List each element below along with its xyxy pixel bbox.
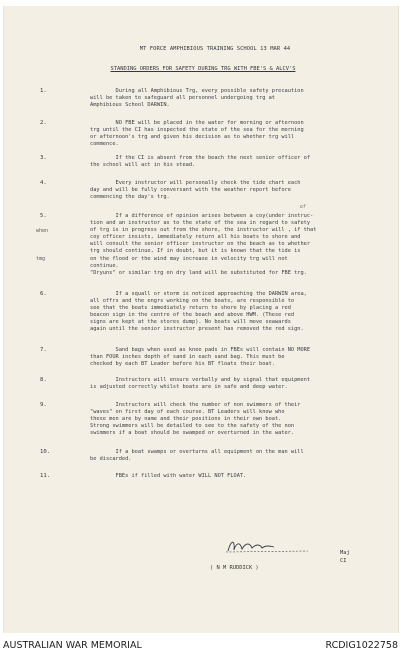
paragraph-number: 3.: [40, 155, 47, 161]
paragraph-number: 2.: [40, 120, 47, 126]
archive-name: AUSTRALIAN WAR MEMORIAL: [3, 640, 142, 651]
paragraph-number: 1.: [40, 88, 47, 94]
paragraph-text: NO FBE will be placed in the water for morning or afternoon trg until the CI has inspected the state of the sea for the morning or afternoon's trg and given his decision as to whether trg will commence.: [90, 120, 304, 148]
paragraph-text: Instructors will check the number of non swimmers of their "waves" on first day of each course. BT Leaders will know who these men are by name and their positions in their own boat. Strong swimmers will be detailed to see to the safety of the non swimmers if a boat should be swamped or overturned in the water.: [90, 402, 301, 437]
margin-note: tmg: [36, 256, 46, 262]
paragraph-number: 5.: [40, 213, 47, 219]
paragraph-text: Instructors will ensure verbally and by signal that equipment is adjusted correctly whilst boats are in safe and deep water.: [90, 377, 311, 391]
paragraph-text: Sand bags when used as knee pads in FBEs will contain NO MORE than FOUR inches depth of sand in each sand bag. This must be checked by each BT Leader before his BT floats their boat.: [90, 347, 311, 368]
paragraph-number: 9.: [40, 402, 47, 408]
signatory-name: ( N M RUDDICK ): [210, 565, 259, 571]
paragraph-text: FBEs if filled with water WILL NOT FLOAT.: [90, 473, 247, 479]
paragraph-number: 11.: [40, 473, 51, 479]
paragraph-number: 8.: [40, 377, 47, 383]
document-header: MT FORCE AMPHIBIOUS TRAINING SCHOOL 13 MAR 44: [139, 46, 291, 52]
paragraph-text: During all Amphibious Trg, every possible safety precaution will be taken to safeguard all personnel undergoing trg at Amphibious School DARWIN.: [90, 88, 304, 109]
paragraph-text: Every instructor will personally check the tide chart each day and will be fully conversant with the weather report before commencing the day's trg.: [90, 180, 301, 201]
archive-footer: [0, 633, 402, 654]
paragraph-text: If a difference of opinion arises between a coy(under instruc- tion and an instructor as to the state of the sea in regard to safety of trg is in progress out from the shore, the instructor will , if that coy officer insists, immediately return all his boats to shore and will consult the senior officer instructor on the beach as to whether trg should continue, If in doubt, but it is known that the tide is on the flood or the wind may increase in velocity trg will not continue. "Dryuns" or similar trg on dry land will be substituted for FBE trg.: [90, 213, 317, 276]
handwritten-insertion: of: [300, 205, 306, 210]
paragraph-text: If a boat swamps or overturns all equipment on the man will be discarded.: [90, 449, 304, 463]
document-subtitle: STANDING ORDERS FOR SAFETY DURING TRG WITH FBE'S & ALCV'S: [110, 66, 296, 72]
paragraph-number: 6.: [40, 291, 47, 297]
paragraph-text: If a squall or storm is noticed approaching the DARWIN area, all offrs and the engrs working on the boats, are responsible to see that the boats immediately return to shore by placing a red beacon sign in the centre of the beach and above HWM. (These red signs are kept at the stores dump). No boats will move seawards again until the senior instructor present has removed the red sign.: [90, 291, 307, 333]
paragraph-number: 4.: [40, 180, 47, 186]
paragraph-number: 7.: [40, 347, 47, 353]
paragraph-text: If the CI is absent from the beach the next senior officer of the school will act in his stead.: [90, 155, 311, 169]
paragraph-number: 10.: [40, 449, 51, 455]
signatory-rank: Maj CI: [340, 550, 350, 564]
record-id: RCDIG1022758: [325, 640, 398, 651]
handwritten-signature: [222, 537, 312, 555]
margin-note: when: [36, 228, 49, 234]
